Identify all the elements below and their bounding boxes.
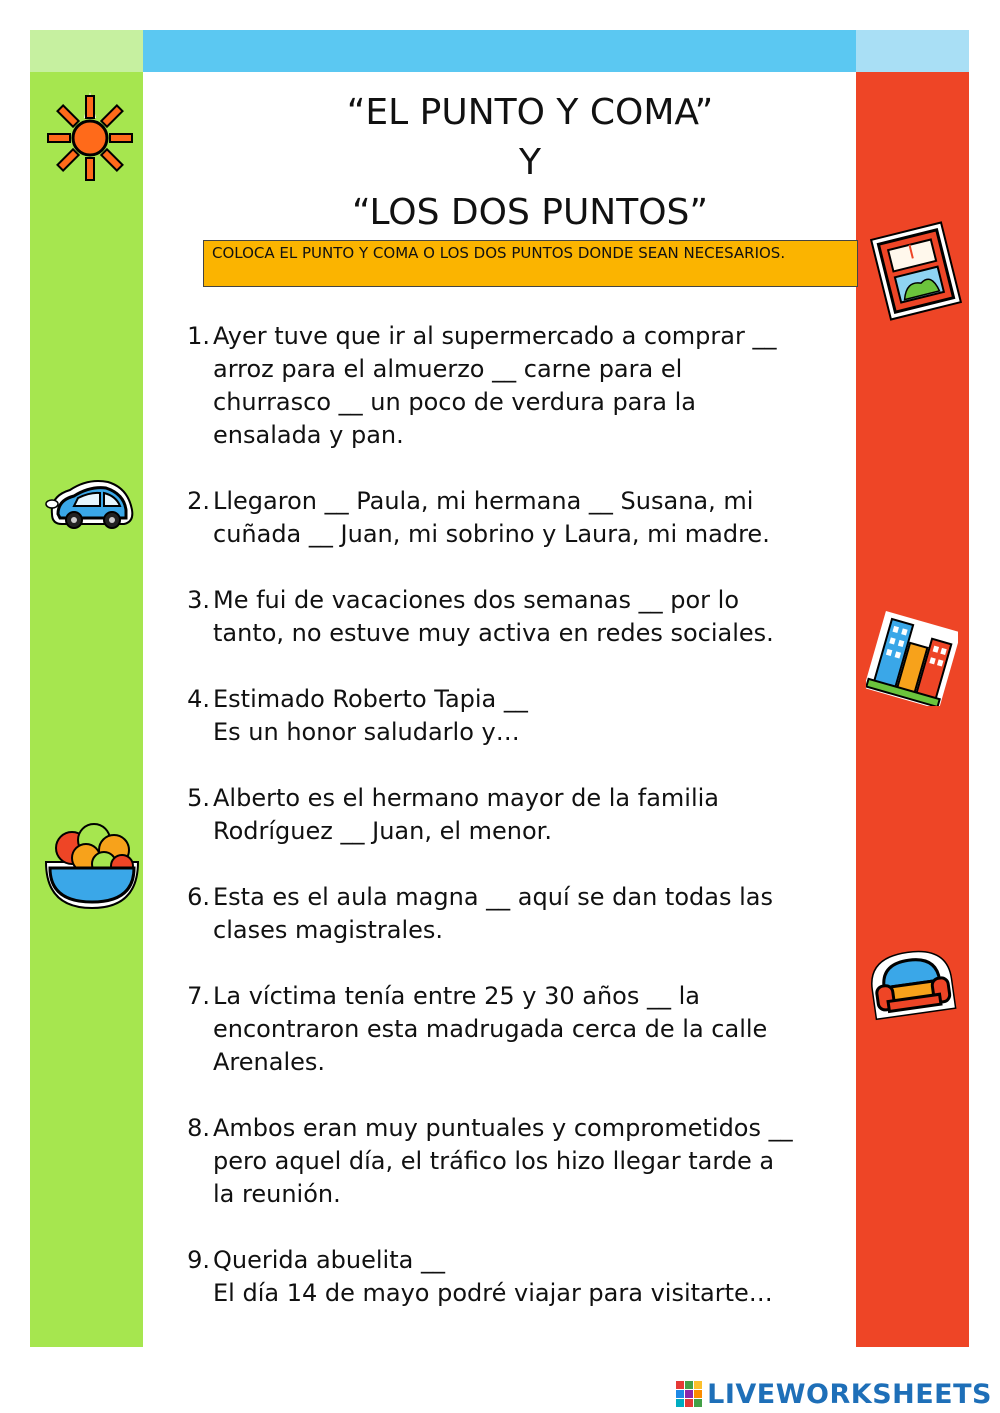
exercise-item bbox=[178, 782, 838, 848]
exercise-text-line: clases magistrales. bbox=[213, 916, 444, 944]
exercise-number: 4. bbox=[187, 685, 210, 713]
window-icon bbox=[868, 218, 964, 324]
exercise-number: 6. bbox=[187, 883, 210, 911]
exercise-text-line: Es un honor saludarlo y… bbox=[213, 718, 520, 746]
exercise-item bbox=[178, 320, 838, 452]
exercise-text-line: Alberto es el hermano mayor de la familia bbox=[213, 784, 720, 812]
buildings-icon bbox=[866, 610, 958, 706]
exercise-item bbox=[178, 485, 838, 551]
exercise-text-line: la reunión. bbox=[213, 1180, 341, 1208]
exercise-number: 9. bbox=[187, 1246, 210, 1274]
exercise-text-line: churrasco __ un poco de verdura para la bbox=[213, 388, 696, 416]
exercise-text-line: Esta es el aula magna __ aquí se dan todas las bbox=[213, 883, 773, 911]
exercise-text-line: Llegaron __ Paula, mi hermana __ Susana, mi bbox=[213, 487, 754, 515]
exercise-text-line: La víctima tenía entre 25 y 30 años __ la bbox=[213, 982, 700, 1010]
title-line-3: “LOS DOS PUNTOS” bbox=[351, 192, 709, 233]
armchair-icon bbox=[866, 944, 958, 1026]
exercise-text-line: Me fui de vacaciones dos semanas __ por lo bbox=[213, 586, 740, 614]
top-bar bbox=[143, 30, 856, 72]
footer-brand-text: LIVEWORKSHEETS bbox=[707, 1378, 992, 1410]
exercise-number: 8. bbox=[187, 1114, 210, 1142]
title-line-1: “EL PUNTO Y COMA” bbox=[346, 92, 714, 133]
left-column bbox=[30, 72, 143, 1347]
exercise-text-line: Querida abuelita __ bbox=[213, 1246, 445, 1274]
exercise-item bbox=[178, 881, 838, 947]
exercise-item bbox=[178, 980, 838, 1079]
sun-icon bbox=[42, 90, 138, 186]
exercise-text-line: pero aquel día, el tráfico los hizo llegar tarde a bbox=[213, 1147, 775, 1175]
exercise-text-line: El día 14 de mayo podré viajar para visitarte… bbox=[213, 1279, 773, 1307]
title-line-2: Y bbox=[519, 142, 541, 183]
car-icon bbox=[44, 474, 140, 536]
exercise-text-line: Rodríguez __ Juan, el menor. bbox=[213, 817, 552, 845]
liveworksheets-logo-icon bbox=[675, 1380, 703, 1408]
exercise-text-line: Estimado Roberto Tapia __ bbox=[213, 685, 528, 713]
exercise-text-line: Ambos eran muy puntuales y comprometidos __ bbox=[213, 1114, 793, 1142]
fruit-bowl-icon bbox=[42, 818, 142, 912]
exercise-number: 5. bbox=[187, 784, 210, 812]
exercise-item bbox=[178, 1112, 838, 1211]
exercise-item bbox=[178, 683, 838, 749]
exercise-text-line: encontraron esta madrugada cerca de la calle bbox=[213, 1015, 768, 1043]
left-top-strip bbox=[30, 30, 143, 72]
footer-brand[interactable] bbox=[675, 1376, 992, 1412]
exercise-item bbox=[178, 584, 838, 650]
exercise-list bbox=[178, 320, 838, 1343]
exercise-text-line: Ayer tuve que ir al supermercado a comprar __ bbox=[213, 322, 777, 350]
exercise-number: 1. bbox=[187, 322, 210, 350]
exercise-text-line: cuñada __ Juan, mi sobrino y Laura, mi madre. bbox=[213, 520, 770, 548]
exercise-text-line: ensalada y pan. bbox=[213, 421, 404, 449]
exercise-number: 3. bbox=[187, 586, 210, 614]
instruction-box: COLOCA EL PUNTO Y COMA O LOS DOS PUNTOS DONDE SEAN NECESARIOS. bbox=[203, 240, 858, 287]
exercise-text-line: tanto, no estuve muy activa en redes sociales. bbox=[213, 619, 774, 647]
exercise-number: 2. bbox=[187, 487, 210, 515]
exercise-item bbox=[178, 1244, 838, 1310]
right-top-strip bbox=[856, 30, 969, 72]
exercise-text-line: arroz para el almuerzo __ carne para el bbox=[213, 355, 683, 383]
exercise-text-line: Arenales. bbox=[213, 1048, 326, 1076]
exercise-number: 7. bbox=[187, 982, 210, 1010]
